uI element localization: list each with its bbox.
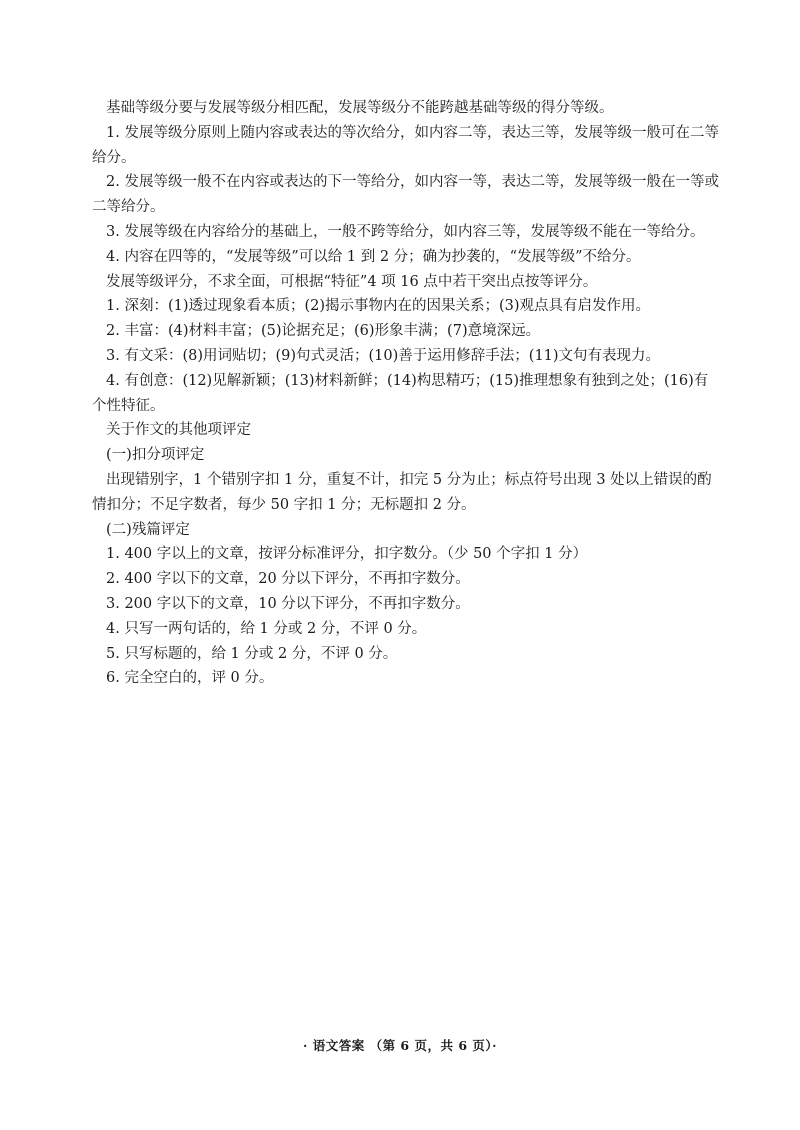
paragraph-incomplete-5: 5. 只写标题的，给 1 分或 2 分，不评 0 分。 <box>106 645 398 662</box>
paragraph-rule-3: 3. 发展等级在内容给分的基础上，一般不跨等给分，如内容三等，发展等级不能在一等给分。 <box>106 223 705 240</box>
answer-key-body <box>92 96 722 691</box>
paragraph-incomplete-4: 4. 只写一两句话的，给 1 分或 2 分，不评 0 分。 <box>106 620 427 637</box>
paragraph-feature-creative: 4. 有创意：(12)见解新颖；(13)材料新鲜；(14)构思精巧；(15)推理想象有独到之处；(16)有个性特征。 <box>92 372 709 414</box>
paragraph-incomplete-3: 3. 200 字以下的文章，10 分以下评分，不再扣字数分。 <box>106 595 470 612</box>
paragraph-rule-1: 1. 发展等级分原则上随内容或表达的等次给分，如内容二等，表达三等，发展等级一般可在二等给分。 <box>92 124 719 166</box>
paragraph-incomplete-6: 6. 完全空白的，评 0 分。 <box>106 670 274 687</box>
paragraph-incomplete-2: 2. 400 字以下的文章，20 分以下评分，不再扣字数分。 <box>106 571 470 588</box>
paragraph-deductions: 出现错别字，1 个错别字扣 1 分，重复不计，扣完 5 分为止；标点符号出现 3 处以上错误的酌情扣分；不足字数者，每少 50 字扣 1 分；无标题扣 2 分。 <box>92 471 712 513</box>
section-heading-deductions: (一)扣分项评定 <box>106 447 205 464</box>
page-footer: · 语文答案 （第 6 页，共 6 页）· <box>303 1038 497 1053</box>
paragraph-matching-rule: 基础等级分要与发展等级分相匹配，发展等级分不能跨越基础等级的得分等级。 <box>106 100 614 116</box>
paragraph-incomplete-1: 1. 400 字以上的文章，按评分标准评分，扣字数分。（少 50 个字扣 1 分） <box>106 546 588 563</box>
section-heading-incomplete: (二)残篇评定 <box>106 521 190 538</box>
section-heading-other-items: 关于作文的其他项评定 <box>106 422 251 439</box>
paragraph-feature-profound: 1. 深刻：(1)透过现象看本质；(2)揭示事物内在的因果关系；(3)观点具有启发作用。 <box>106 298 651 315</box>
paragraph-feature-literary: 3. 有文采：(8)用词贴切；(9)句式灵活；(10)善于运用修辞手法；(11)文句有表现力。 <box>106 347 661 364</box>
paragraph-rule-2: 2. 发展等级一般不在内容或表达的下一等给分，如内容一等，表达二等，发展等级一般在一等或二等给分。 <box>92 174 719 216</box>
paragraph-rule-4: 4. 内容在四等的，“发展等级”可以给 1 到 2 分；确为抄袭的，“发展等级”不给分。 <box>106 248 641 265</box>
paragraph-scoring-note: 发展等级评分，不求全面，可根据“特征”4 项 16 点中若干突出点按等评分。 <box>106 273 598 290</box>
paragraph-feature-rich: 2. 丰富：(4)材料丰富；(5)论据充足；(6)形象丰满；(7)意境深远。 <box>106 323 541 340</box>
